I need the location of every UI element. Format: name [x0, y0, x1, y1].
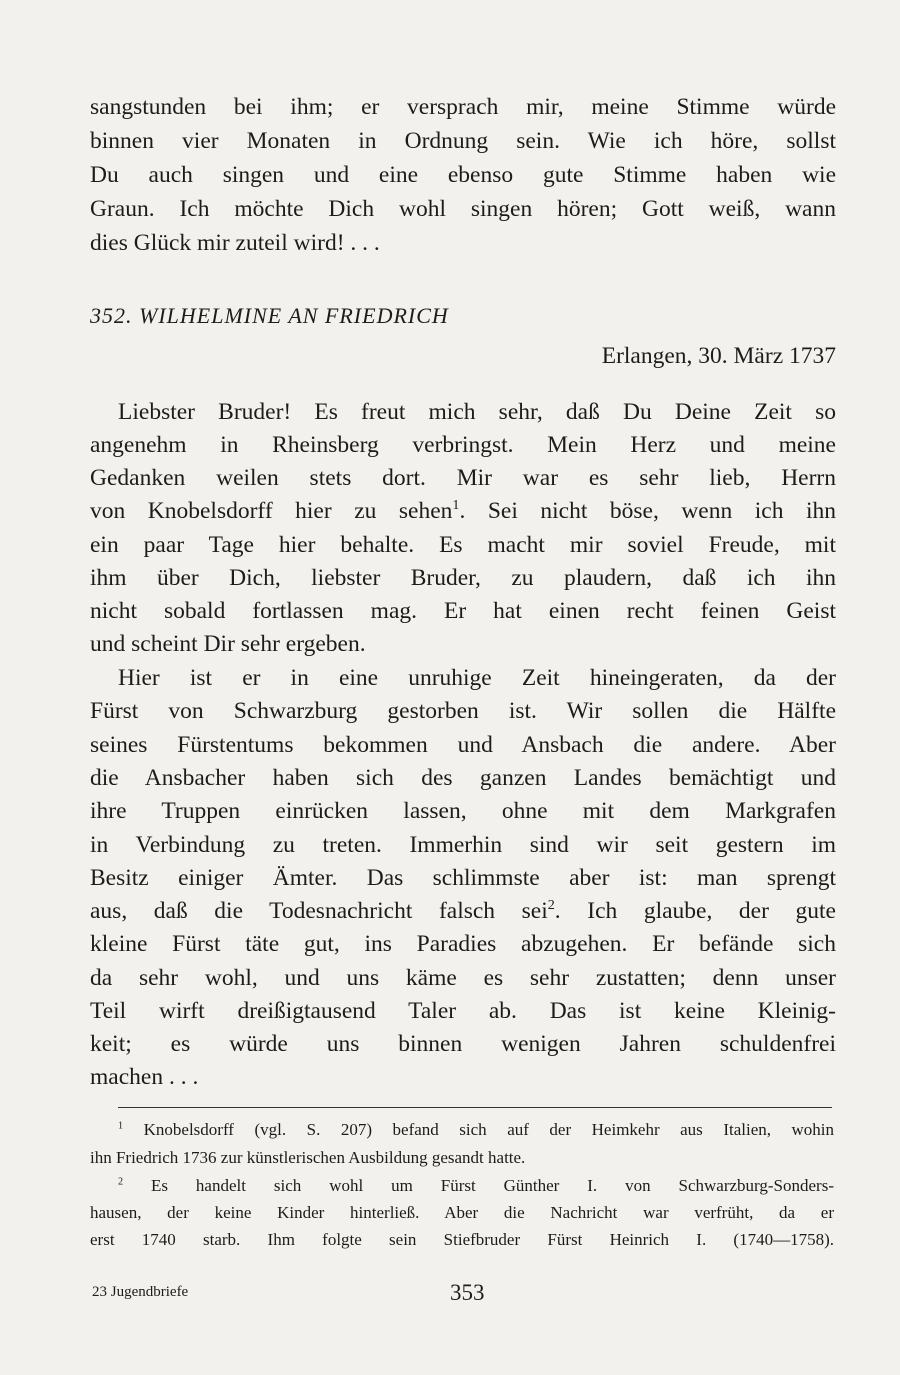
text-line: da sehr wohl, und uns käme es sehr zustatten; denn unser [90, 965, 836, 991]
text-segment: . Sei nicht böse, wenn ich ihn [459, 498, 837, 524]
text-line: Graun. Ich möchte Dich wohl singen hören; Gott weiß, wann [90, 196, 836, 222]
letter-date: Erlangen, 30. März 1737 [601, 343, 836, 369]
text-line: seines Fürstentums bekommen und Ansbach die andere. Aber [90, 732, 836, 758]
footnote-divider [118, 1107, 832, 1108]
text-segment: . Ich glaube, der gute [554, 898, 836, 924]
text-line: nicht sobald fortlassen mag. Er hat einen recht feinen Geist [90, 598, 836, 624]
text-line: keit; es würde uns binnen wenigen Jahren schuldenfrei [90, 1031, 836, 1057]
text-segment: aus, daß die Todesnachricht falsch sei [90, 898, 548, 924]
text-line: Fürst von Schwarzburg gestorben ist. Wir sollen die Hälfte [90, 698, 836, 724]
footnote-ref[interactable]: 2 [547, 897, 555, 914]
text-line: die Ansbacher haben sich des ganzen Landes bemächtigt und [90, 765, 836, 791]
text-segment: Knobelsdorff (vgl. S. 207) befand sich auf der Heimkehr aus Italien, wohin [143, 1120, 835, 1139]
letter-heading: 352. WILHELMINE AN FRIEDRICH [90, 303, 449, 328]
text-line: Besitz einiger Ämter. Das schlimmste aber ist: man sprengt [90, 865, 836, 891]
text-line: dies Glück mir zuteil wird! . . . [90, 230, 380, 256]
footnote-line: erst 1740 starb. Ihm folgte sein Stiefbruder Fürst Heinrich I. (1740—1758). [90, 1230, 834, 1249]
footnote-line: hausen, der keine Kinder hinterließ. Aber die Nachricht war verfrüht, da er [90, 1203, 834, 1222]
text-line: Teil wirft dreißigtausend Taler ab. Das ist keine Kleinig- [90, 998, 836, 1024]
footnote-line [118, 1175, 834, 1197]
text-line: machen . . . [90, 1064, 199, 1090]
text-line: binnen vier Monaten in Ordnung sein. Wie ich höre, sollst [90, 128, 836, 154]
text-line: ihm über Dich, liebster Bruder, zu plaudern, daß ich ihn [90, 565, 836, 591]
text-line: angenehm in Rheinsberg verbringst. Mein Herz und meine [90, 432, 836, 458]
footnote-number: 1 [118, 1120, 124, 1132]
text-segment: von Knobelsdorff hier zu sehen [90, 498, 453, 524]
text-line: ein paar Tage hier behalte. Es macht mir soviel Freude, mit [90, 532, 836, 558]
text-line [90, 496, 836, 526]
footnote-number: 2 [118, 1176, 124, 1188]
page-number: 353 [450, 1280, 485, 1305]
text-line: ihre Truppen einrücken lassen, ohne mit dem Markgrafen [90, 798, 836, 824]
text-segment: Es handelt sich wohl um Fürst Günther I. von Schwarzburg-Sonders- [151, 1176, 834, 1195]
text-line: sangstunden bei ihm; er versprach mir, meine Stimme würde [90, 94, 836, 120]
footnote-ref[interactable]: 1 [452, 497, 460, 514]
text-line: in Verbindung zu treten. Immerhin sind wir seit gestern im [90, 832, 836, 858]
text-line: Liebster Bruder! Es freut mich sehr, daß Du Deine Zeit so [118, 399, 836, 425]
text-line: Hier ist er in eine unruhige Zeit hineingeraten, da der [118, 665, 836, 691]
text-line: Gedanken weilen stets dort. Mir war es sehr lieb, Herrn [90, 465, 836, 491]
footnote-line [118, 1119, 834, 1141]
signature-mark: 23 Jugendbriefe [92, 1284, 189, 1300]
text-line [90, 896, 836, 926]
text-line: und scheint Dir sehr ergeben. [90, 631, 366, 657]
text-line: Du auch singen und eine ebenso gute Stimme haben wie [90, 162, 836, 188]
footnote-line: ihn Friedrich 1736 zur künstlerischen Ausbildung gesandt hatte. [90, 1148, 526, 1167]
text-line: kleine Fürst täte gut, ins Paradies abzugehen. Er befände sich [90, 931, 836, 957]
